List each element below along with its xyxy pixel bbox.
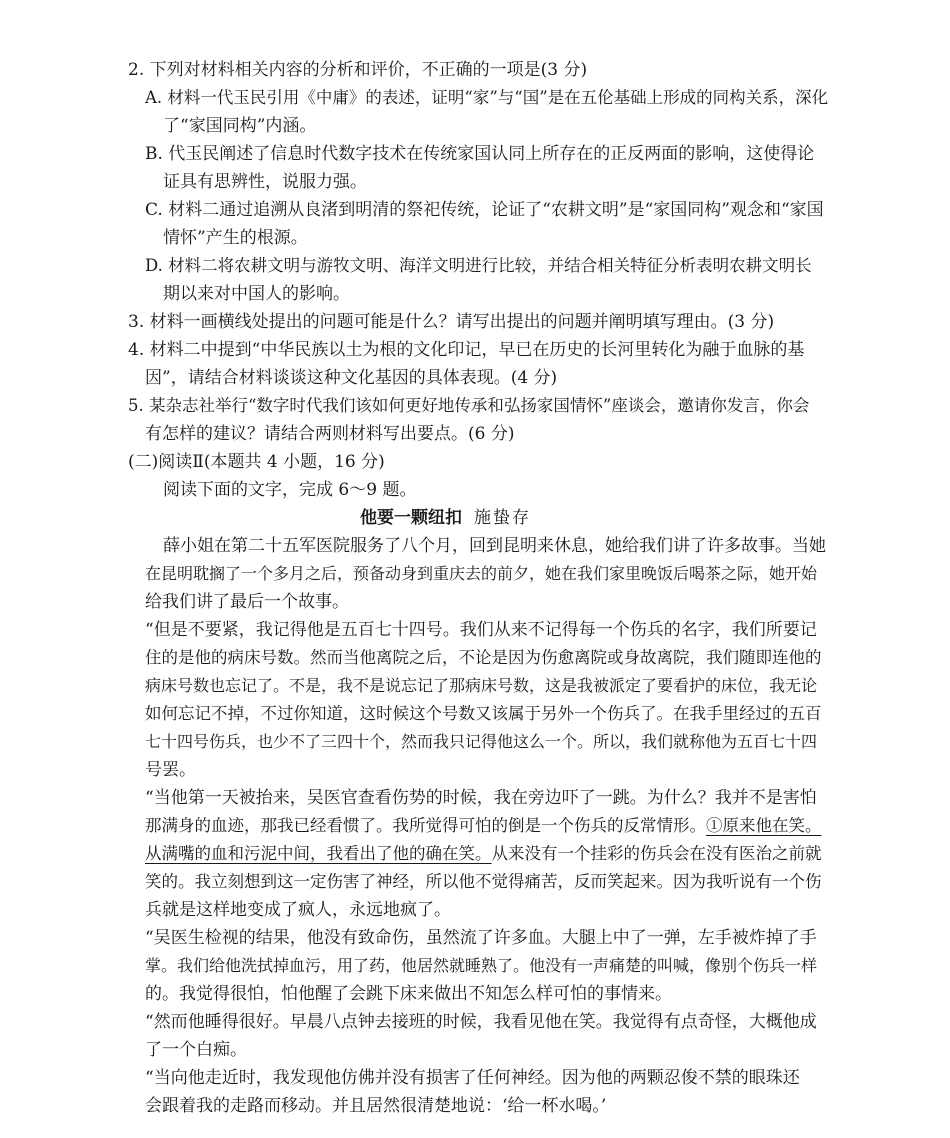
q2-option-b-line2: 证具有思辨性，说服力强。 (163, 172, 367, 192)
q2-option-a-line2: 了“家国同构”内涵。 (163, 116, 317, 136)
paragraph-3-line: 兵就是这样地变成了疯人，永远地疯了。 (145, 900, 451, 920)
section-instruction: 阅读下面的文字，完成 6～9 题。 (163, 480, 417, 500)
paragraph-5-line: 了一个白痴。 (145, 1040, 247, 1060)
paragraph-3-line (145, 812, 822, 840)
q5-line2: 有怎样的建议？请结合两则材料写出要点。(6 分) (145, 424, 515, 444)
paragraph-1-line: 给我们讲了最后一个故事。 (145, 592, 349, 612)
paragraph-4-line: 掌。我们给他洗拭掉血污，用了药，他居然就睡熟了。他没有一声痛楚的叫喊，像别个伤兵一样 (145, 956, 818, 975)
section-heading: (二)阅读Ⅱ(本题共 4 小题，16 分) (128, 452, 385, 472)
q4-line2: 因”，请结合材料谈谈这种文化基因的具体表现。(4 分) (145, 368, 558, 388)
paragraph-2-line: 住的是他的病床号数。然而当他离院之后，不论是因为伤愈离院或身故离院，我们随即连他的 (145, 648, 822, 667)
paragraph-4-line: “吴医生检视的结果，他没有致命伤，虽然流了许多血。大腿上中了一弹，左手被炸掉了手 (145, 928, 817, 948)
article-title: 他要一颗纽扣 (360, 508, 462, 528)
q2-option-c-line2: 情怀”产生的根源。 (163, 228, 308, 248)
paragraph-3-line: 笑的。我立刻想到这一定伤害了神经，所以他不觉得痛苦，反而笑起来。因为我听说有一个伤 (145, 872, 822, 891)
q2-option-a-line1: A. 材料一代玉民引用《中庸》的表述，证明“家”与“国”是在五伦基础上形成的同构关系，深化 (145, 88, 829, 107)
q3-text: 3. 材料一画横线处提出的问题可能是什么？请写出提出的问题并阐明填写理由。(3 分) (128, 312, 775, 332)
paragraph-1-line: 在昆明耽搁了一个多月之后，预备动身到重庆去的前夕，她在我们家里晚饭后喝茶之际，她开始 (145, 564, 818, 583)
q5-line1: 5. 某杂志社举行“数字时代我们该如何更好地传承和弘扬家国情怀”座谈会，邀请你发言，你会 (128, 396, 810, 415)
q2-stem: 2. 下列对材料相关内容的分析和评价，不正确的一项是(3 分) (128, 60, 588, 80)
paragraph-2-line: 病床号数也忘记了。不是，我不是说忘记了那病床号数，这是我被派定了要看护的床位，我无论 (145, 676, 818, 695)
paragraph-1-line: 薛小姐在第二十五军医院服务了八个月，回到昆明来休息，她给我们讲了许多故事。当她 (163, 536, 826, 556)
paragraph-3-line: “当他第一天被抬来，吴医官查看伤势的时候，我在旁边吓了一跳。为什么？我并不是害怕 (145, 788, 817, 808)
paragraph-3-text: 那满身的血迹，那我已经看惯了。我所觉得可怕的倒是一个伤兵的反常情形。 (145, 816, 706, 835)
q4-line1: 4. 材料二中提到“中华民族以土为根的文化印记，早已在历史的长河里转化为融于血脉的基 (128, 340, 805, 360)
q2-option-d-line1: D. 材料二将农耕文明与游牧文明、海洋文明进行比较，并结合相关特征分析表明农耕文明长 (145, 256, 812, 275)
q2-option-b-line1: B. 代玉民阐述了信息时代数字技术在传统家国认同上所存在的正反两面的影响，这使得论 (145, 144, 815, 164)
article-author: 施蛰存 (474, 508, 531, 528)
article-title-block (360, 504, 531, 532)
paragraph-2-line: 如何忘记不掉，不过你知道，这时候这个号数又该属于另外一个伤兵了。在我手里经过的五百 (145, 704, 822, 723)
q2-option-d-line2: 期以来对中国人的影响。 (163, 284, 350, 304)
paragraph-6-line: “当向他走近时，我发现他仿佛并没有损害了任何神经。因为他的两颗忍俊不禁的眼珠还 (145, 1068, 800, 1088)
paragraph-4-line: 的。我觉得很怕，怕他醒了会跳下床来做出不知怎么样可怕的事情来。 (145, 984, 672, 1004)
paragraph-5-line: “然而他睡得很好。早晨八点钟去接班的时候，我看见他在笑。我觉得有点奇怪，大概他成 (145, 1012, 817, 1032)
q2-option-c-line1: C. 材料二通过追溯从良渚到明清的祭祀传统，论证了“农耕文明”是“家国同构”观念和“家国 (145, 200, 824, 220)
paragraph-2-line: “但是不要紧，我记得他是五百七十四号。我们从来不记得每一个伤兵的名字，我们所要记 (145, 620, 817, 640)
paragraph-2-line: 号罢。 (145, 760, 196, 780)
underlined-sentence-1-cont: 从满嘴的血和污泥中间，我看出了他的确在笑。 (145, 844, 492, 863)
paragraph-2-line: 七十四号伤兵，也少不了三四十个，然而我只记得他这么一个。所以，我们就称他为五百七十四 (145, 732, 818, 751)
paragraph-3-text: 从来没有一个挂彩的伤兵会在没有医治之前就 (491, 844, 822, 863)
underlined-sentence-1: ①原来他在笑。 (706, 816, 822, 835)
paragraph-3-line (145, 840, 822, 868)
paragraph-6-line: 会跟着我的走路而移动。并且居然很清楚地说：‘给一杯水喝。’ (145, 1096, 607, 1116)
